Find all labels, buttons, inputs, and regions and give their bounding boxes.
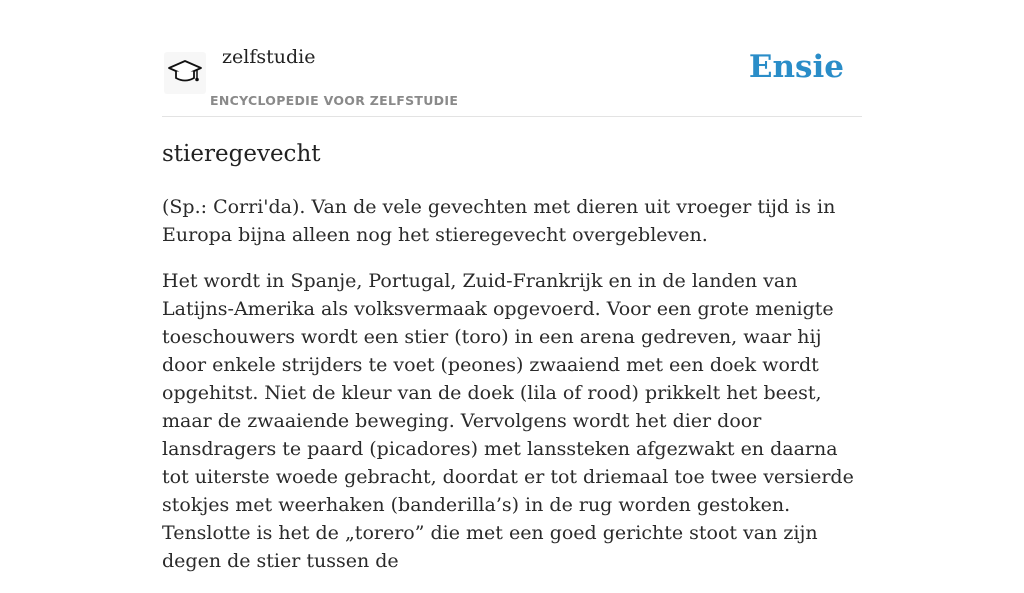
article-paragraph: Het wordt in Spanje, Portugal, Zuid-Frankrijk en in de landen van Latijns-Amerika als volksvermaak opgevoerd. Voor een grote menigte toeschouwers wordt een stier (toro) in een arena gedreven, waar hij door enkele strijders te voet (peones) zwaaiend met een doek wordt opgehitst. Niet de kleur van de doek (lila of rood) prikkelt het beest, maar de zwaaiende beweging. Vervolgens wordt het dier door lansdragers te paard (picadores) met lanssteken afgezwakt en daarna tot uiterste woede gebracht, doordat er tot driemaal toe twee versierde stokjes met weerhaken (banderilla’s) in de rug worden gestoken. Tenslotte is het de „torero” die met een goed gerichte stoot van zijn degen de stier tussen de	[162, 270, 854, 572]
site-tagline: ENCYCLOPEDIE VOOR ZELFSTUDIE	[210, 93, 459, 108]
graduation-cap-icon	[168, 58, 202, 88]
site-logo[interactable]	[164, 52, 206, 94]
article-paragraph: (Sp.: Corri'da). Van de vele gevechten met dieren uit vroeger tijd is in Europa bijna alleen nog het stieregevecht overgebleven.	[162, 196, 836, 246]
site-header	[162, 36, 862, 117]
site-name-link[interactable]: zelfstudie	[222, 46, 316, 68]
article-title: stieregevecht	[162, 141, 321, 167]
ensie-brand-link[interactable]: Ensie	[748, 49, 844, 85]
article	[162, 138, 862, 593]
